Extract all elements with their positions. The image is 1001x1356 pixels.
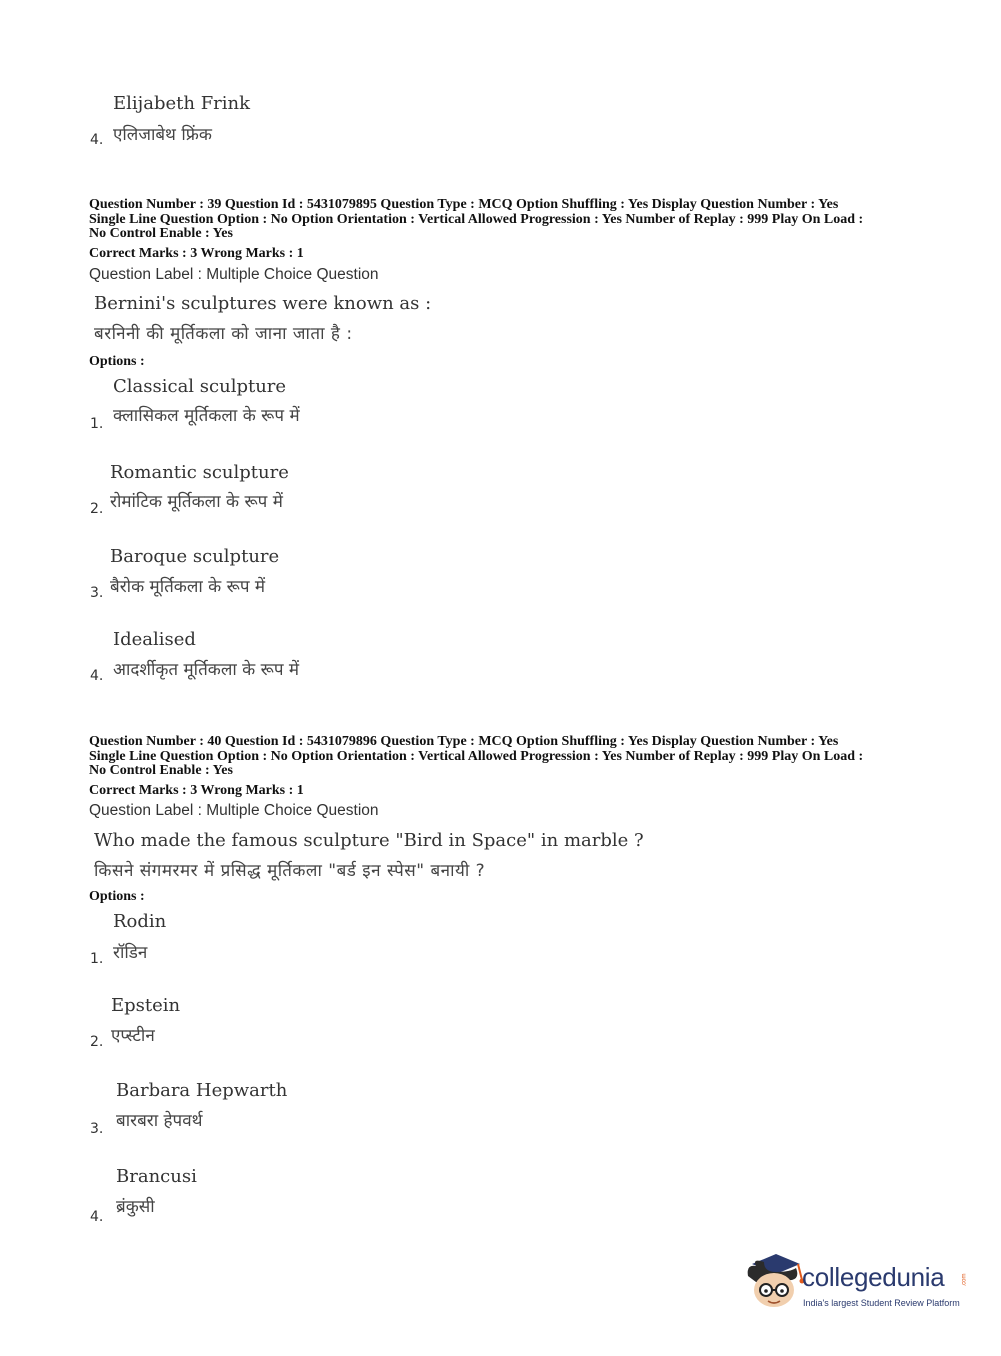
- q40-option-4-english: Brancusi: [116, 1166, 197, 1187]
- q39-option-4-english: Idealised: [113, 629, 196, 650]
- logo-com: .com: [961, 1273, 968, 1287]
- logo-tagline: India's largest Student Review Platform: [803, 1298, 960, 1308]
- q39-question-hindi: बरनिनी की मूर्तिकला को जाना जाता है :: [94, 324, 353, 344]
- q39-meta-line2: Single Line Question Option : No Option Orientation : Vertical Allowed Progression : Yes Number of Replay : 999 Play On Load :: [89, 212, 864, 227]
- q40-option-4-hindi: ब्रंकुसी: [116, 1197, 155, 1217]
- q40-question-hindi: किसने संगमरमर में प्रसिद्ध मूर्तिकला "बर्ड इन स्पेस" बनायी ?: [94, 861, 486, 881]
- q39-option-1-english: Classical sculpture: [113, 376, 287, 397]
- q39-options-label: Options :: [89, 354, 145, 369]
- q40-option-2-english: Epstein: [111, 995, 181, 1016]
- q40-option-3-english: Barbara Hepwarth: [116, 1080, 288, 1101]
- q40-meta-line1: Question Number : 40 Question Id : 5431079896 Question Type : MCQ Option Shuffling : Yes Display Question Number : Yes: [89, 734, 839, 749]
- q40-option-4-number: 4.: [90, 1209, 104, 1225]
- prev-option-4-english: Elijabeth Frink: [113, 93, 251, 114]
- prev-option-4-hindi: एलिजाबेथ फ्रिंक: [113, 125, 212, 145]
- q39-option-2-hindi: रोमांटिक मूर्तिकला के रूप में: [110, 492, 283, 512]
- q40-option-2-number: 2.: [90, 1034, 104, 1050]
- q39-option-2-number: 2.: [90, 501, 104, 517]
- q40-marks: Correct Marks : 3 Wrong Marks : 1: [89, 783, 304, 798]
- q40-option-3-number: 3.: [90, 1121, 104, 1137]
- q40-meta-line2: Single Line Question Option : No Option Orientation : Vertical Allowed Progression : Yes Number of Replay : 999 Play On Load :: [89, 749, 864, 764]
- q40-option-1-number: 1.: [90, 951, 104, 967]
- q40-option-2-hindi: एप्स्टीन: [111, 1026, 155, 1046]
- q39-question-english: Bernini's sculptures were known as :: [94, 293, 432, 314]
- q40-label: Question Label : Multiple Choice Question: [89, 802, 379, 819]
- q39-option-1-hindi: क्लासिकल मूर्तिकला के रूप में: [113, 406, 300, 426]
- logo-wordmark: collegedunia: [802, 1262, 945, 1292]
- q39-option-4-hindi: आदर्शीकृत मूर्तिकला के रूप में: [113, 660, 300, 680]
- q40-option-3-hindi: बारबरा हेपवर्थ: [116, 1111, 203, 1131]
- q39-marks: Correct Marks : 3 Wrong Marks : 1: [89, 246, 304, 261]
- q39-option-1-number: 1.: [90, 416, 104, 432]
- q39-label: Question Label : Multiple Choice Question: [89, 266, 379, 283]
- q39-meta-line3: No Control Enable : Yes: [89, 226, 233, 241]
- q39-option-3-number: 3.: [90, 585, 104, 601]
- prev-option-4-number: 4.: [90, 132, 104, 148]
- q39-meta-line1: Question Number : 39 Question Id : 5431079895 Question Type : MCQ Option Shuffling : Yes Display Question Number : Yes: [89, 197, 839, 212]
- q40-option-1-hindi: रॉडिन: [113, 943, 148, 963]
- q40-option-1-english: Rodin: [113, 911, 167, 932]
- q40-question-english: Who made the famous sculpture "Bird in Space" in marble ?: [94, 830, 644, 851]
- q40-meta-line3: No Control Enable : Yes: [89, 763, 233, 778]
- q40-options-label: Options :: [89, 889, 145, 904]
- q39-option-4-number: 4.: [90, 668, 104, 684]
- q39-option-3-hindi: बैरोक मूर्तिकला के रूप में: [110, 577, 266, 597]
- q39-option-2-english: Romantic sculpture: [110, 462, 289, 483]
- q39-option-3-english: Baroque sculpture: [110, 546, 280, 567]
